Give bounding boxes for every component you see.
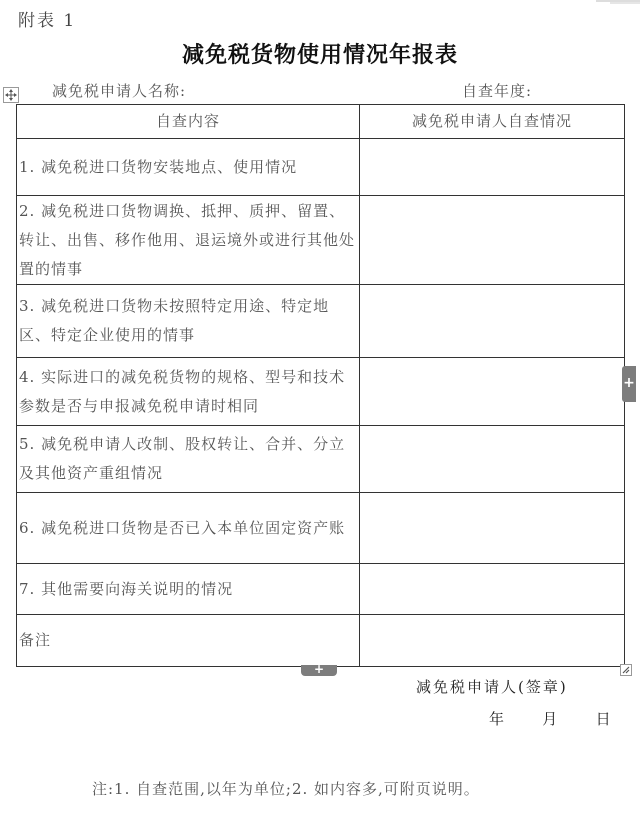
signer-label: 减免税申请人(签章) xyxy=(416,678,568,696)
add-column-handle[interactable] xyxy=(622,366,636,402)
annex-label: 附表 1 xyxy=(18,11,77,31)
remarks-row xyxy=(17,615,625,667)
table-row xyxy=(17,285,625,358)
row-result-cell[interactable] xyxy=(360,358,625,426)
row-item-text: 3. 减免税进口货物未按照特定用途、特定地区、特定企业使用的情事 xyxy=(17,285,360,358)
remarks-cell[interactable] xyxy=(360,615,625,667)
page-title: 减免税货物使用情况年报表 xyxy=(181,42,458,68)
add-row-handle[interactable] xyxy=(301,662,337,676)
row-item-text: 5. 减免税申请人改制、股权转让、合并、分立及其他资产重组情况 xyxy=(17,426,360,493)
row-item-text: 4. 实际进口的减免税货物的规格、型号和技术参数是否与申报减免税申请时相同 xyxy=(17,358,360,426)
row-result-cell[interactable] xyxy=(360,196,625,285)
resize-corner-icon[interactable] xyxy=(620,664,632,676)
table-row xyxy=(17,426,625,493)
date-label: 年 月 日 xyxy=(489,710,617,728)
row-item-text: 7. 其他需要向海关说明的情况 xyxy=(17,564,360,615)
table-row xyxy=(17,358,625,426)
move-arrows-icon[interactable] xyxy=(3,87,19,103)
row-result-cell[interactable] xyxy=(360,493,625,564)
row-result-cell[interactable] xyxy=(360,139,625,196)
remarks-label: 备注 xyxy=(17,615,360,667)
table-row xyxy=(17,139,625,196)
footer-note: 注:1. 自查范围,以年为单位;2. 如内容多,可附页说明。 xyxy=(92,780,480,798)
scroll-corner-icon xyxy=(596,0,640,6)
row-item-text: 2. 减免税进口货物调换、抵押、质押、留置、转让、出售、移作他用、退运境外或进行其他处置的情事 xyxy=(17,196,360,285)
row-item-text: 6. 减免税进口货物是否已入本单位固定资产账 xyxy=(17,493,360,564)
plus-icon: + xyxy=(623,375,635,391)
table-row xyxy=(17,564,625,615)
row-result-cell[interactable] xyxy=(360,285,625,358)
self-check-table xyxy=(16,104,625,667)
row-item-text: 1. 减免税进口货物安装地点、使用情况 xyxy=(17,139,360,196)
table-row xyxy=(17,493,625,564)
column-header-result: 减免税申请人自查情况 xyxy=(360,105,625,139)
table-row xyxy=(17,196,625,285)
row-result-cell[interactable] xyxy=(360,426,625,493)
row-result-cell[interactable] xyxy=(360,564,625,615)
column-header-content: 自查内容 xyxy=(17,105,360,139)
applicant-name-label: 减免税申请人名称: xyxy=(52,82,187,100)
plus-icon: + xyxy=(313,662,325,676)
check-year-label: 自查年度: xyxy=(462,82,533,100)
table-header-row xyxy=(17,105,625,139)
